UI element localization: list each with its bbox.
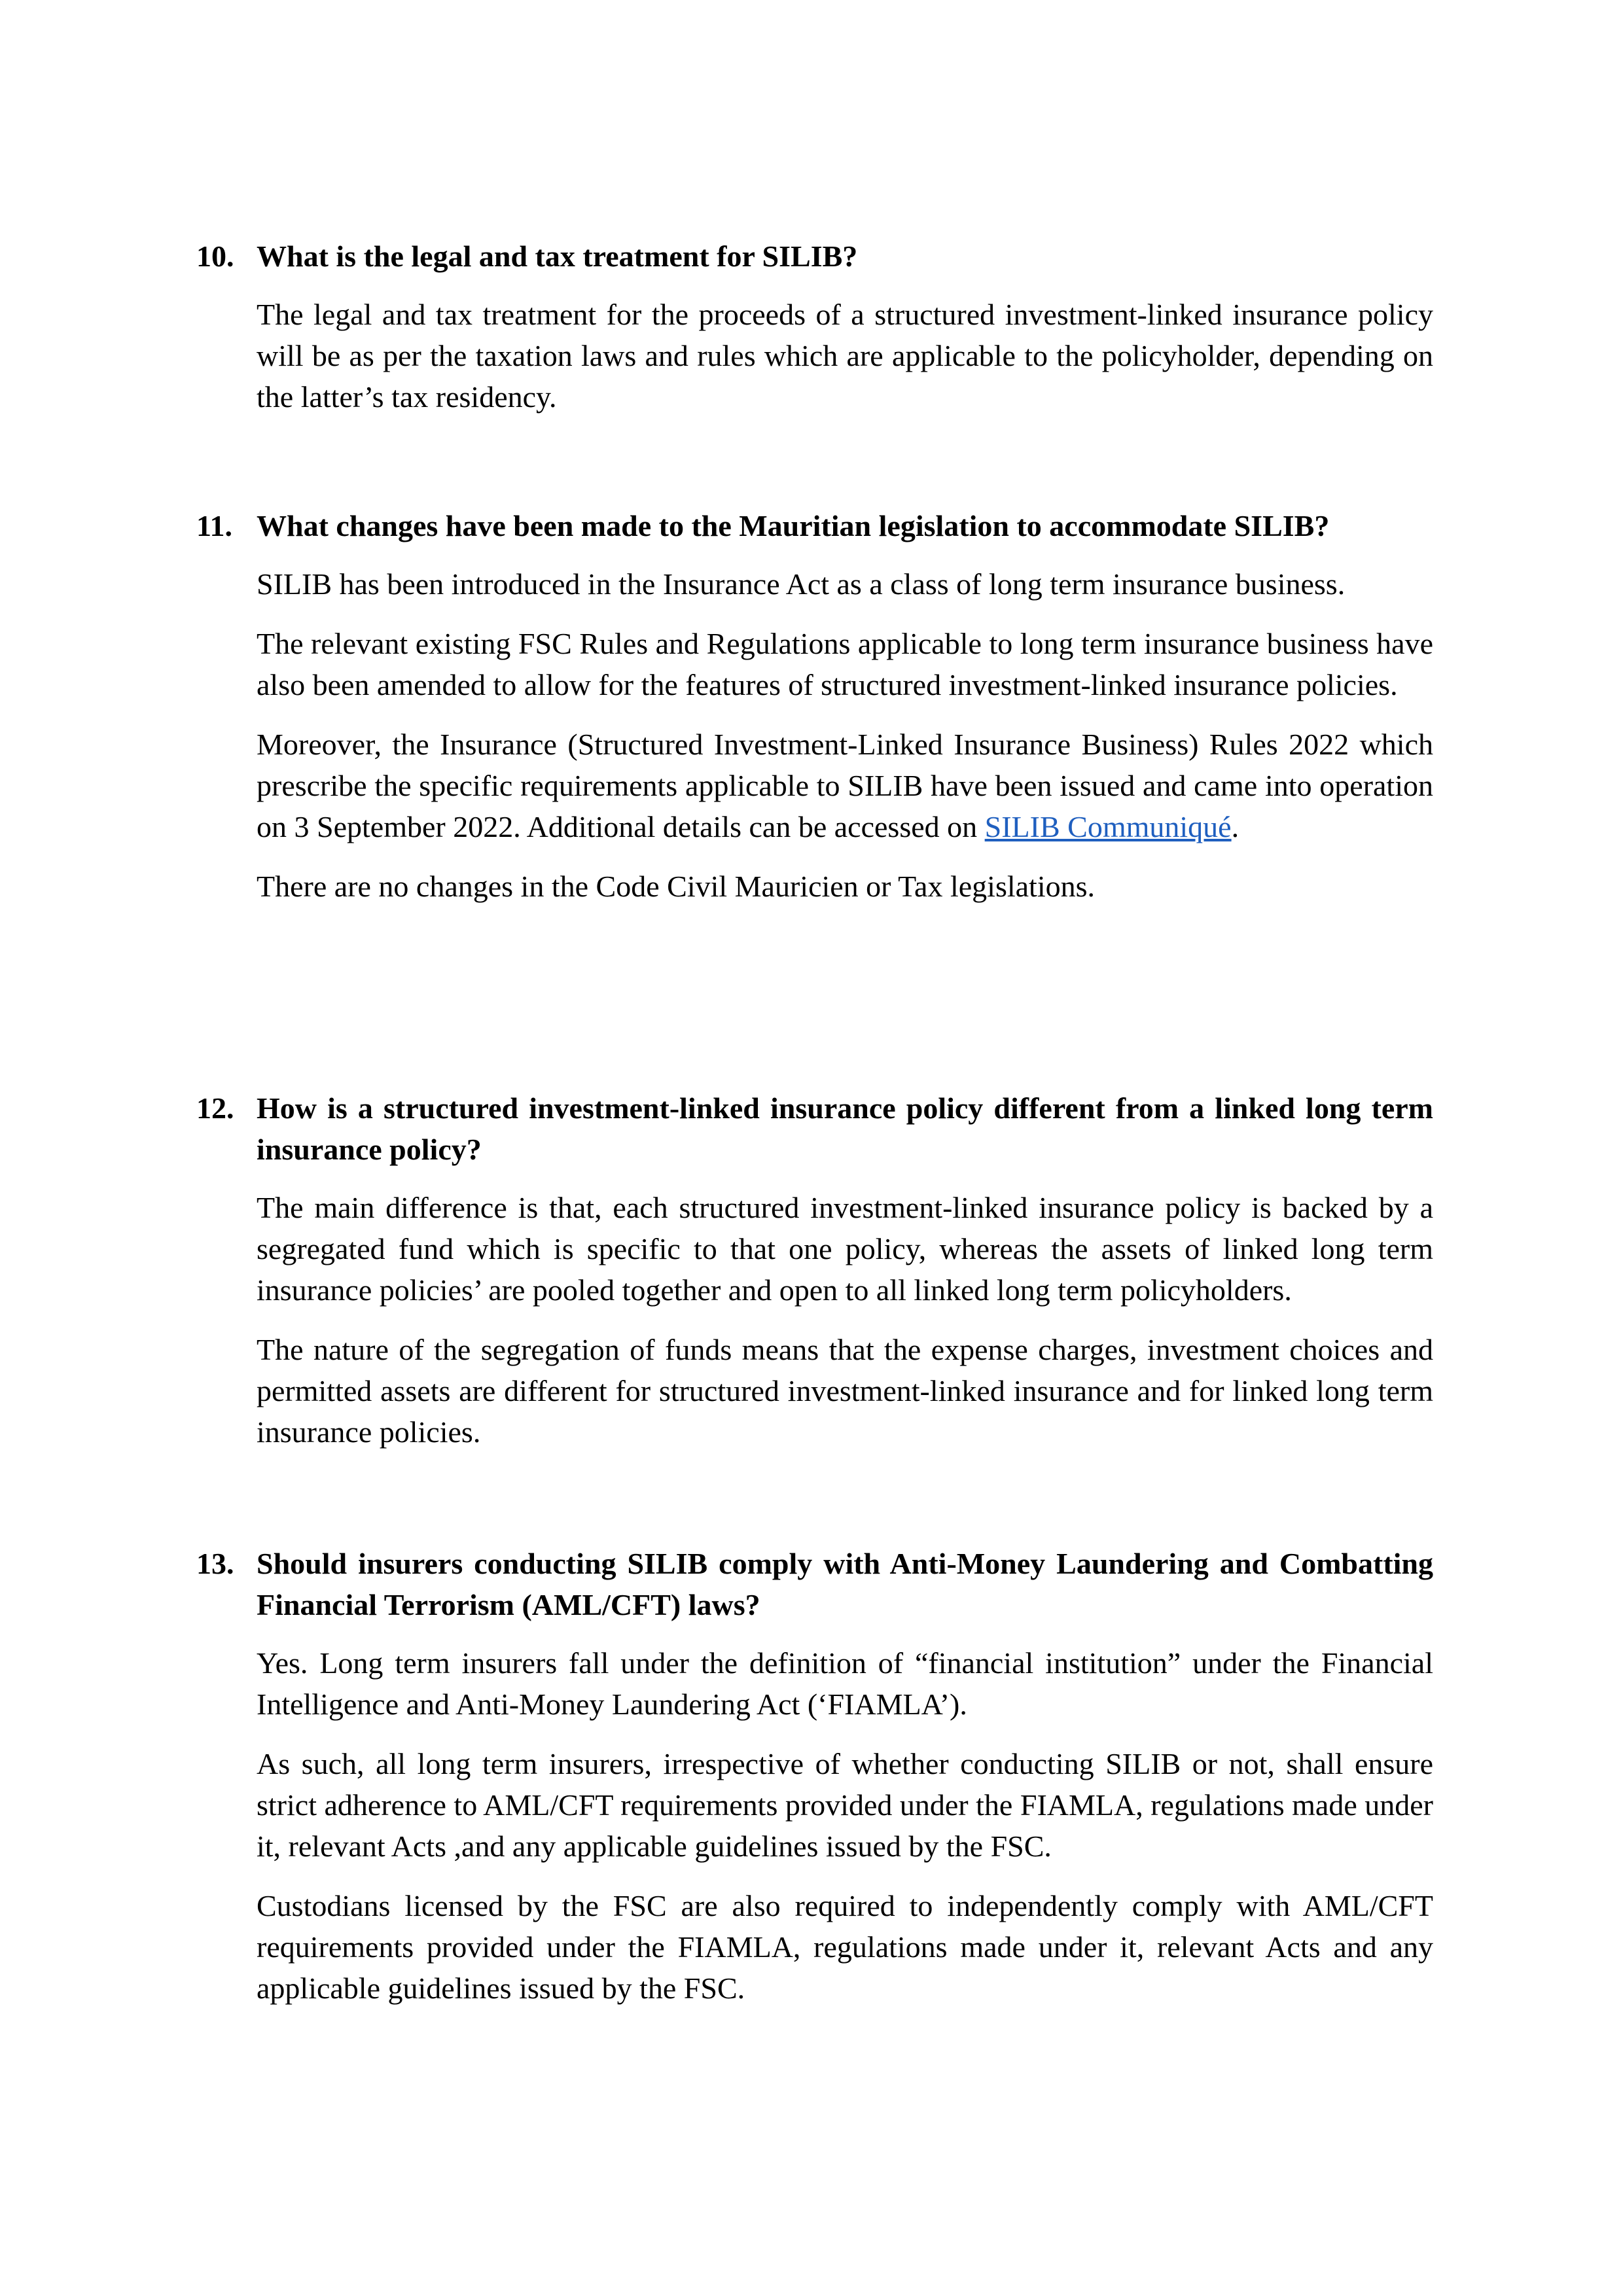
faq-question-text: Should insurers conducting SILIB comply with Anti-Money Laundering and Combatting Financial Terrorism (AML/CFT) laws? [257, 1547, 1433, 1621]
faq-answer-paragraph: The main difference is that, each structured investment-linked insurance policy is backed by a segregated fund which is specific to that one policy, whereas the assets of linked long term insurance policies’ are pooled together and open to all linked long term policyholders. [257, 1191, 1433, 1307]
faq-answer-paragraph: The legal and tax treatment for the proceeds of a structured investment-linked insurance policy will be as per the taxation laws and rules which are applicable to the policyholder, depending on the latter’s tax residency. [257, 298, 1433, 414]
faq-number: 10. [196, 239, 234, 273]
faq-item-12 [196, 1087, 1433, 1453]
faq-question-text: What is the legal and tax treatment for SILIB? [257, 239, 858, 273]
faq-question-text: How is a structured investment-linked insurance policy different from a linked long term insurance policy? [257, 1091, 1433, 1166]
faq-item-10 [196, 236, 1433, 417]
faq-question [196, 1543, 1433, 1625]
faq-answer-paragraph: Yes. Long term insurers fall under the definition of “financial institution” under the Financial Intelligence and Anti-Money Laundering Act (‘FIAMLA’). [257, 1646, 1433, 1721]
faq-answer-paragraph: Custodians licensed by the FSC are also required to independently comply with AML/CFT requirements provided under the FIAMLA, regulations made under it, relevant Acts and any applicable guidelines issued by the FSC. [257, 1889, 1433, 2005]
faq-answer-paragraph: SILIB has been introduced in the Insurance Act as a class of long term insurance business. [257, 567, 1346, 601]
faq-number: 12. [196, 1091, 234, 1125]
link-suffix: . [1231, 810, 1240, 843]
faq-answer-paragraph: The nature of the segregation of funds means that the expense charges, investment choices and permitted assets are different for structured investment-linked insurance and for linked long term insurance policies. [257, 1333, 1433, 1449]
faq-question-text: What changes have been made to the Mauritian legislation to accommodate SILIB? [257, 509, 1330, 542]
faq-answer-paragraph: As such, all long term insurers, irrespective of whether conducting SILIB or not, shall ensure strict adherence to AML/CFT requirements provided under the FIAMLA, regulations made under it, relevant Acts ,and any applicable guidelines issued by the FSC. [257, 1747, 1433, 1863]
silib-communique-link[interactable]: SILIB Communiqué [984, 810, 1232, 843]
faq-number: 11. [196, 509, 232, 542]
faq-item-13 [196, 1543, 1433, 2009]
faq-question [196, 1087, 1433, 1170]
faq-answer-paragraph: There are no changes in the Code Civil Mauricien or Tax legislations. [257, 870, 1096, 903]
faq-question [196, 505, 1433, 546]
faq-item-11 [196, 505, 1433, 907]
faq-answer-text: Moreover, the Insurance (Structured Investment-Linked Insurance Business) Rules 2022 which prescribe the specific requirements applicable to SILIB have been issued and came into operation on 3 September 2022. Additional details can be accessed on [257, 728, 1433, 843]
faq-question [196, 236, 1433, 277]
faq-answer-paragraph [196, 724, 1433, 847]
faq-answer-paragraph: The relevant existing FSC Rules and Regulations applicable to long term insurance business have also been amended to allow for the features of structured investment-linked insurance policies. [257, 627, 1433, 701]
faq-number: 13. [196, 1547, 234, 1580]
